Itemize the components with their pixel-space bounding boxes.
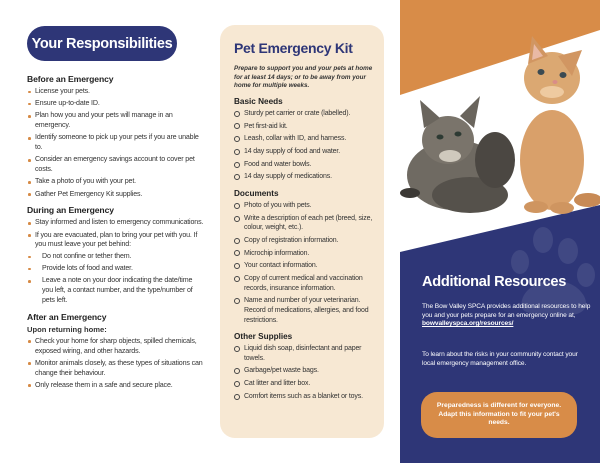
list-item: Ensure up-to-date ID. bbox=[27, 99, 205, 109]
after-emergency-list bbox=[27, 337, 205, 391]
checklist-item bbox=[234, 274, 379, 293]
list-item bbox=[27, 231, 205, 306]
checklist-item-label: Copy of registration information. bbox=[244, 237, 339, 244]
checkbox-circle-icon bbox=[234, 149, 240, 155]
resources-link[interactable]: bowvalleyspca.org/resources/ bbox=[422, 320, 514, 328]
checklist-item bbox=[234, 214, 379, 233]
list-item: Do not confine or tether them. bbox=[27, 252, 205, 262]
resources-description-text: The Bow Valley SPCA provides additional resources to help you and your pets prepare for an emergency online at, bbox=[422, 303, 591, 319]
documents-heading: Documents bbox=[234, 189, 279, 199]
checklist-item-label: Liquid dish soap, disinfectant and paper towels. bbox=[244, 345, 362, 362]
checkbox-circle-icon bbox=[234, 250, 240, 256]
checklist-item bbox=[234, 147, 379, 157]
list-item: Only release them in a safe and secure place. bbox=[27, 381, 205, 391]
checklist-item bbox=[234, 296, 379, 325]
checklist-item-label: Leash, collar with ID, and harness. bbox=[244, 135, 347, 143]
list-item: Consider an emergency savings account to cover pet costs. bbox=[27, 155, 205, 175]
list-item: Stay informed and listen to emergency communications. bbox=[27, 218, 205, 228]
checklist-item bbox=[234, 172, 379, 182]
checkbox-circle-icon bbox=[234, 263, 240, 269]
checklist-item bbox=[234, 392, 379, 402]
list-item: Provide lots of food and water. bbox=[27, 264, 205, 274]
checkbox-circle-icon bbox=[234, 203, 240, 209]
responsibilities-body bbox=[27, 74, 205, 397]
checkbox-circle-icon bbox=[234, 394, 240, 400]
checklist-item bbox=[234, 134, 379, 144]
checklist-item-label: Photo of you with pets. bbox=[244, 202, 312, 210]
leave-pet-sublist bbox=[27, 252, 205, 306]
checklist-item-label: Sturdy pet carrier or crate (labelled). bbox=[244, 110, 351, 117]
checklist-item-label: Write a description of each pet (breed, size, colour, weight, etc.). bbox=[244, 214, 373, 232]
preparedness-callout: Preparedness is different for everyone. Adapt this information to fit your pet's needs. bbox=[421, 392, 577, 438]
checklist-item bbox=[234, 122, 379, 132]
checklist-item bbox=[234, 379, 379, 389]
checkbox-circle-icon bbox=[234, 368, 240, 374]
other-supplies-checklist bbox=[234, 344, 379, 401]
checklist-item bbox=[234, 344, 379, 363]
resources-description bbox=[422, 303, 592, 329]
responsibilities-panel bbox=[0, 0, 205, 463]
checklist-item-label: Name and number of your veterinarian. Record of medications, allergies, and food restrictions. bbox=[244, 297, 369, 324]
community-risk-text: To learn about the risks in your community contact your local emergency management office. bbox=[422, 351, 578, 367]
after-emergency-heading: After an Emergency bbox=[27, 311, 107, 322]
checkbox-circle-icon bbox=[234, 346, 240, 352]
list-item-text: If you are evacuated, plan to bring your pet with you. If you must leave your pet behind: bbox=[35, 230, 198, 249]
checkbox-circle-icon bbox=[234, 216, 240, 222]
checklist-item bbox=[234, 261, 379, 271]
list-item: Plan how you and your pets will manage in an emergency. bbox=[27, 111, 205, 131]
kit-intro: Prepare to support you and your pets at home for at least 14 days; or to be away from your home for multiple weeks. bbox=[234, 65, 373, 90]
checkbox-circle-icon bbox=[234, 123, 240, 129]
before-emergency-heading: Before an Emergency bbox=[27, 74, 114, 84]
checklist-item-label: Cat litter and litter box. bbox=[244, 380, 311, 388]
checklist-item-label: Copy of current medical and vaccination records, insurance information. bbox=[244, 275, 363, 292]
list-item: Take a photo of you with your pet. bbox=[27, 177, 205, 187]
checklist-item bbox=[234, 366, 379, 376]
basic-needs-heading: Basic Needs bbox=[234, 97, 283, 106]
checklist-item-label: Your contact information. bbox=[244, 262, 318, 270]
checkbox-circle-icon bbox=[234, 238, 240, 244]
list-item: Check your home for sharp objects, spilled chemicals, exposed wiring, and other hazards. bbox=[27, 337, 205, 357]
other-supplies-heading: Other Supplies bbox=[234, 332, 293, 342]
checkbox-circle-icon bbox=[234, 276, 240, 282]
checklist-item-label: Garbage/pet waste bags. bbox=[244, 367, 319, 375]
list-item: Identify someone to pick up your pets if you are unable to. bbox=[27, 133, 205, 153]
checkbox-circle-icon bbox=[234, 136, 240, 142]
checklist-item-label: Food and water bowls. bbox=[244, 160, 312, 168]
checklist-item bbox=[234, 109, 379, 119]
list-item: Gather Pet Emergency Kit supplies. bbox=[27, 190, 205, 200]
checklist-item-label: 14 day supply of food and water. bbox=[244, 148, 340, 156]
checklist-item bbox=[234, 160, 379, 170]
checkbox-circle-icon bbox=[234, 298, 240, 304]
resources-title: Additional Resources bbox=[422, 274, 567, 290]
checkbox-circle-icon bbox=[234, 381, 240, 387]
before-emergency-list bbox=[27, 87, 205, 199]
checklist-item-label: Pet first-aid kit. bbox=[244, 122, 288, 130]
checklist-item-label: Microchip information. bbox=[244, 249, 310, 257]
list-item: Monitor animals closely, as these types of situations can change their behaviour. bbox=[27, 359, 205, 379]
responsibilities-title: Your Responsibilities bbox=[27, 26, 177, 61]
checklist-item-label: Comfort items such as a blanket or toys. bbox=[244, 392, 363, 400]
pet-emergency-kit-panel bbox=[220, 25, 384, 438]
checkbox-circle-icon bbox=[234, 162, 240, 168]
checklist-item bbox=[234, 201, 379, 211]
during-emergency-heading: During an Emergency bbox=[27, 205, 114, 216]
checkbox-circle-icon bbox=[234, 174, 240, 180]
additional-resources-panel bbox=[400, 0, 600, 463]
kit-title: Pet Emergency Kit bbox=[234, 40, 353, 56]
checklist-item bbox=[234, 249, 379, 259]
documents-checklist bbox=[234, 201, 379, 325]
checkbox-circle-icon bbox=[234, 111, 240, 117]
list-item: Leave a note on your door indicating the date/time you left, a contact number, and the type/number of pets left. bbox=[27, 276, 205, 305]
during-emergency-list bbox=[27, 218, 205, 306]
after-emergency-subheading: Upon returning home: bbox=[27, 324, 107, 334]
checklist-item-label: 14 day supply of medications. bbox=[244, 173, 332, 181]
checklist-item bbox=[234, 236, 379, 246]
kit-body bbox=[234, 97, 379, 408]
basic-needs-checklist bbox=[234, 109, 379, 182]
list-item: License your pets. bbox=[27, 87, 205, 97]
